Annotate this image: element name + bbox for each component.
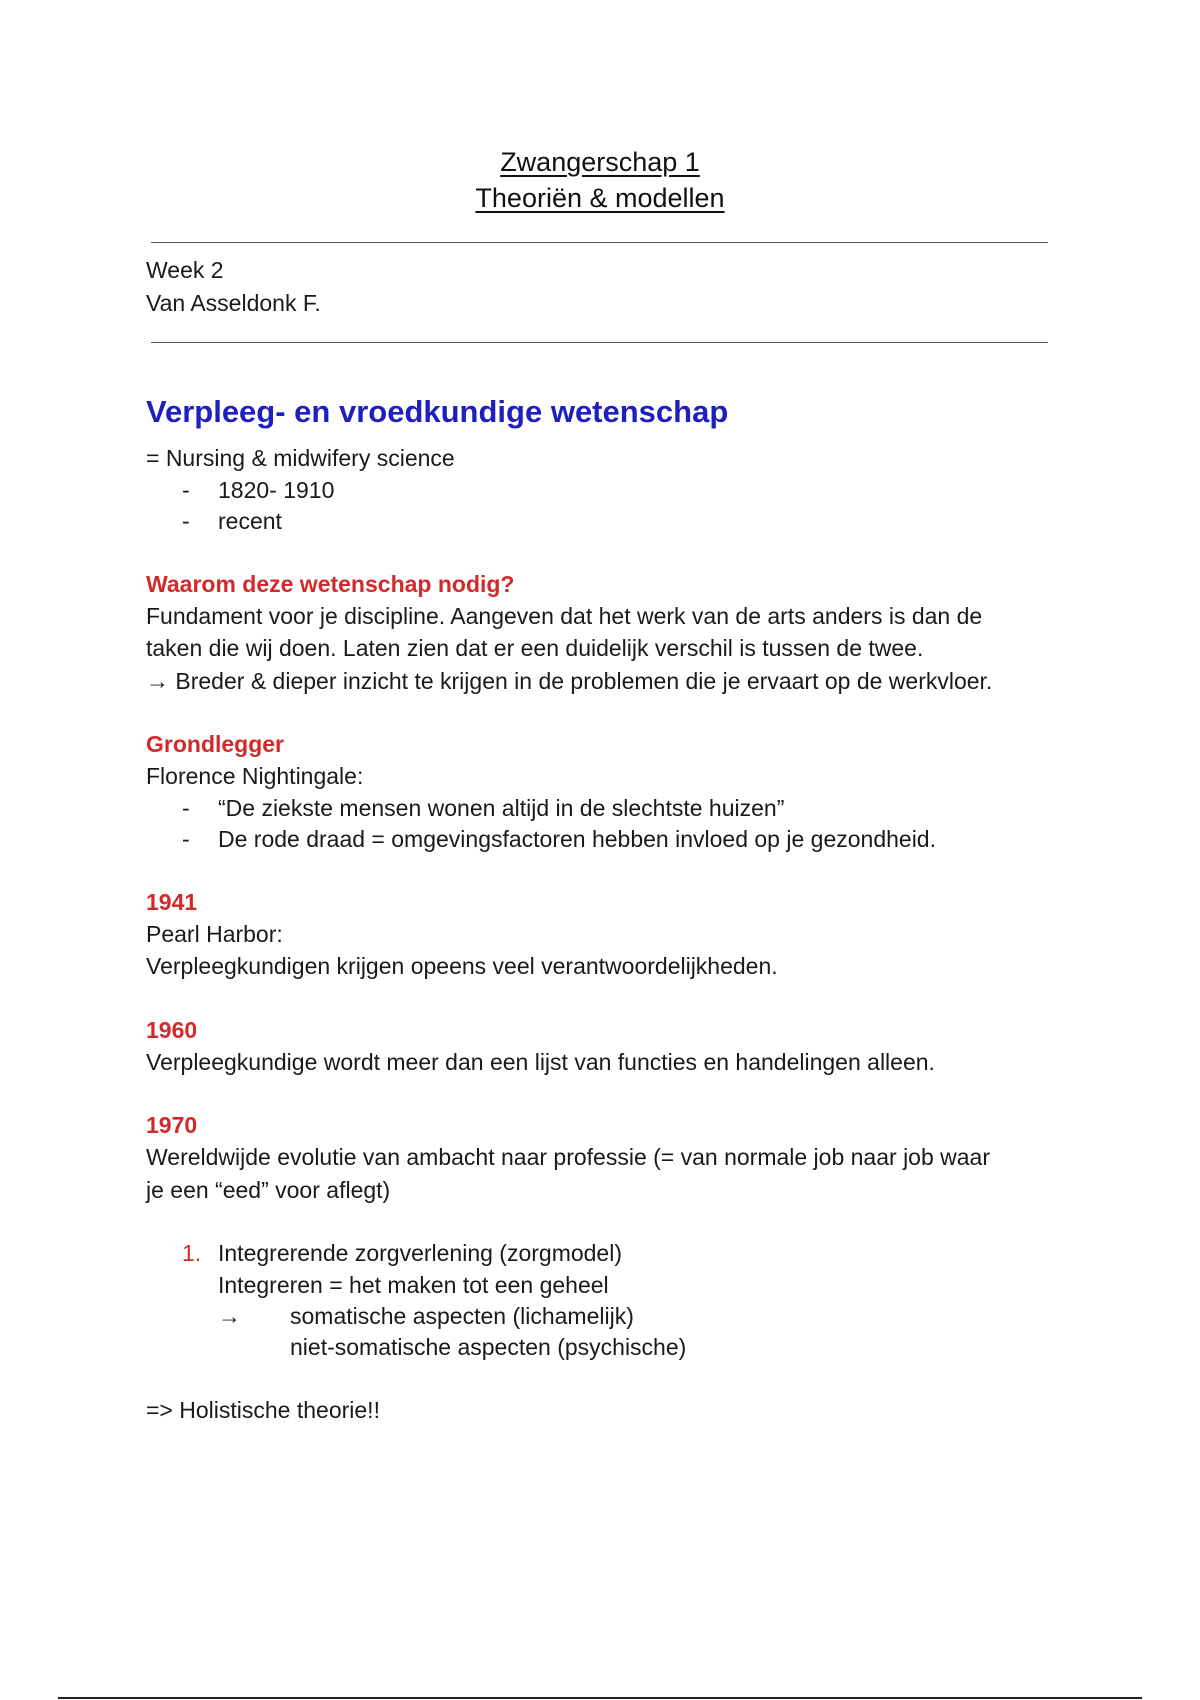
list-item [146, 824, 1066, 855]
periods-list [146, 475, 1066, 537]
year-1941-line-1: Pearl Harbor: [146, 920, 283, 947]
title-line-2: Theoriën & modellen [475, 183, 725, 213]
author-label: Van Asseldonk F. [146, 290, 321, 316]
aspect-row-1 [146, 1301, 1066, 1332]
aspect-somatic: somatische aspecten (lichamelijk) [290, 1303, 634, 1329]
why-line-1: Fundament voor je discipline. Aangeven dat het werk van de arts anders is dan de [146, 602, 983, 629]
item-number: 1. [182, 1240, 202, 1266]
why-heading: Waarom deze wetenschap nodig? [146, 570, 515, 597]
conclusion-line: => Holistische theorie!! [146, 1397, 380, 1423]
title-line-1: Zwangerschap 1 [500, 147, 700, 177]
year-1960-line-1: Verpleegkundige wordt meer dan een lijst van functies en handelingen alleen. [146, 1048, 935, 1075]
arrow-right-icon: → [218, 1303, 241, 1329]
year-1960-heading: 1960 [146, 1016, 198, 1043]
list-item [146, 475, 1066, 506]
founder-heading: Grondlegger [146, 731, 285, 757]
item-title: Integrerende zorgverlening (zorgmodel) [218, 1240, 622, 1266]
divider-bottom [151, 342, 1048, 343]
founder-points [146, 793, 1066, 855]
definition-line: = Nursing & midwifery science [146, 445, 455, 471]
item-definition: Integreren = het maken tot een geheel [218, 1272, 609, 1298]
week-label: Week 2 [146, 257, 224, 283]
page-bottom-border [58, 1697, 1142, 1699]
section-heading: Verpleeg- en vroedkundige wetenschap [146, 394, 729, 429]
numbered-item-1 [146, 1237, 1066, 1269]
list-item-text: “De ziekste mensen wonen altijd in de slechtste huizen” [218, 794, 785, 821]
year-1970-line-1: Wereldwijde evolutie van ambacht naar professie (= van normale job naar job waar [146, 1144, 991, 1170]
dash-bullet: - [182, 825, 190, 852]
dash-bullet: - [182, 794, 190, 821]
document-title [0, 144, 1200, 216]
year-1941-heading: 1941 [146, 888, 198, 915]
list-item [146, 506, 1066, 537]
dash-bullet: - [182, 476, 190, 503]
divider-top [151, 242, 1048, 243]
founder-name: Florence Nightingale: [146, 763, 364, 789]
list-item-text: De rode draad = omgevingsfactoren hebben invloed op je gezondheid. [218, 825, 936, 852]
why-line-2: taken die wij doen. Laten zien dat er een duidelijk verschil is tussen de twee. [146, 635, 924, 661]
list-item-text: recent [218, 507, 282, 534]
list-item-text: 1820- 1910 [218, 476, 335, 503]
year-1970-line-2: je een “eed” voor aflegt) [146, 1176, 391, 1203]
year-1941-line-2: Verpleegkundigen krijgen opeens veel verantwoordelijkheden. [146, 953, 778, 979]
why-line-3: → Breder & dieper inzicht te krijgen in de problemen die je ervaart op de werkvloer. [146, 667, 993, 694]
aspect-row-2 [146, 1332, 1066, 1363]
document-body [146, 390, 1066, 1427]
dash-bullet: - [182, 507, 190, 534]
list-item [146, 793, 1066, 824]
aspect-non-somatic: niet-somatische aspecten (psychische) [290, 1334, 687, 1360]
year-1970-heading: 1970 [146, 1112, 198, 1138]
item-definition-row [146, 1269, 1066, 1301]
meta-block [146, 254, 321, 320]
